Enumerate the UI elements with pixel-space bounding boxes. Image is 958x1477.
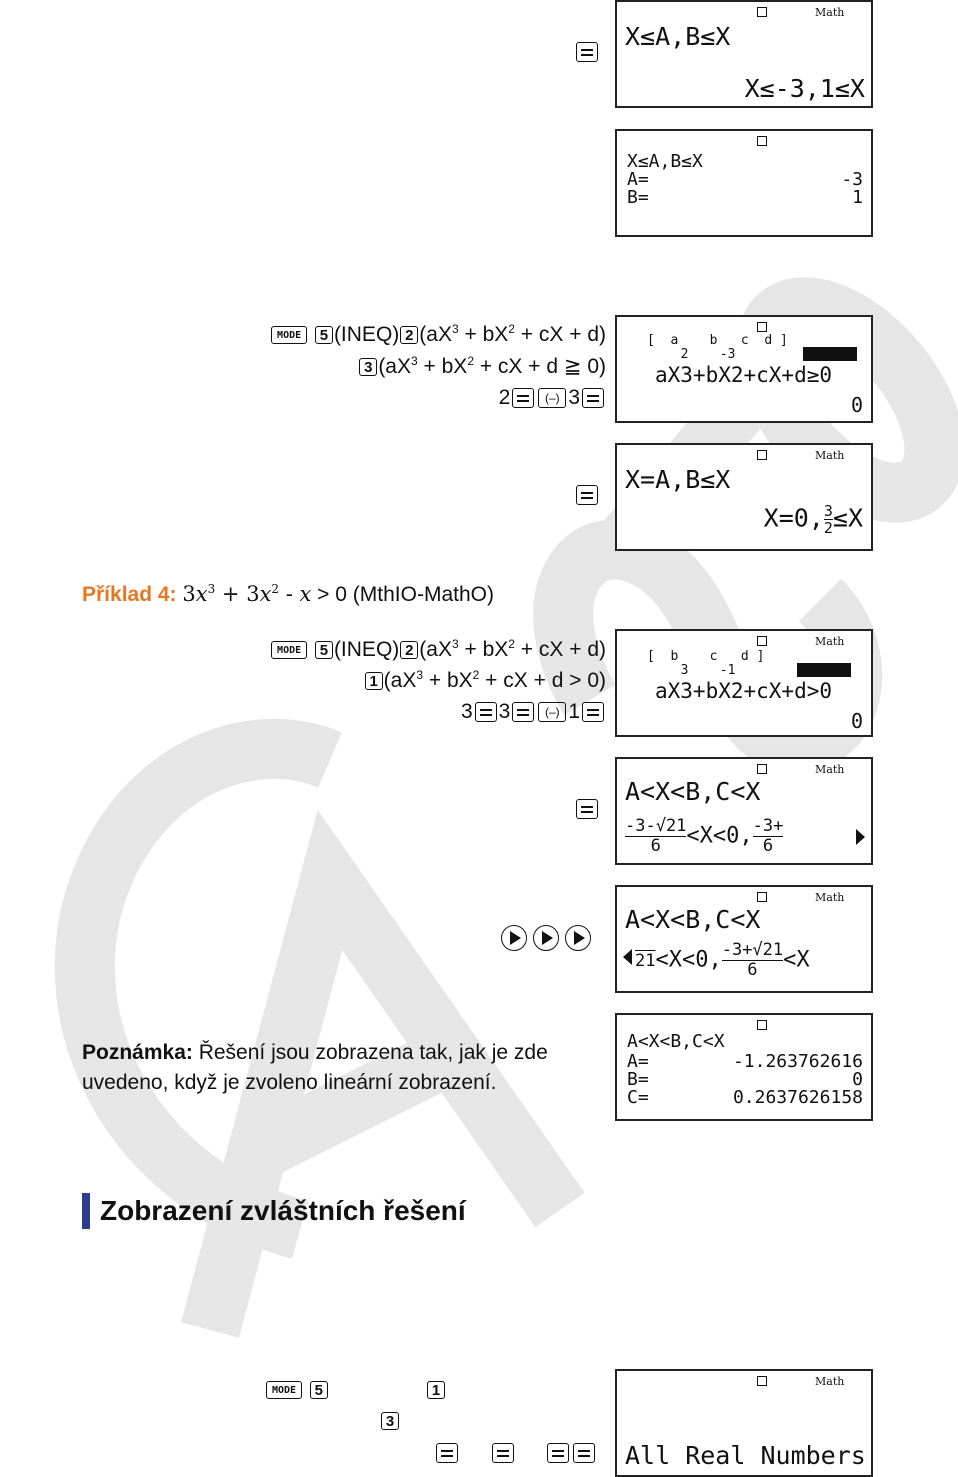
value: 0 (850, 709, 863, 733)
operation-line-5 (364, 668, 606, 693)
equals-key (475, 702, 497, 722)
operation-line-7 (265, 1378, 329, 1402)
display-line: A<X<B,C<X (627, 1031, 725, 1052)
s-indicator-icon (757, 322, 767, 332)
c-label: C= (627, 1087, 649, 1108)
a-value: -1.263762616 (732, 1051, 863, 1072)
display-result: $\frac{-3-√21}{6}$ <X<0, $\frac{-3+}{6}$ (625, 816, 784, 856)
display-line: A<X<B,C<X (625, 777, 761, 806)
equals-key (574, 799, 600, 819)
operation-line-3 (499, 386, 606, 410)
display-result: X=0, $\frac{3}{2}$ ≤X (763, 502, 863, 537)
calculator-display-1 (615, 0, 873, 108)
value: 0 (850, 393, 863, 417)
operation-line-1 (270, 322, 606, 347)
digit: 3 (498, 700, 511, 723)
b-label: B= (627, 1069, 649, 1090)
ge-label: ($aX^3 + bX^2$ + cX + d ≧ 0) (378, 354, 606, 378)
digit: 3 (568, 386, 580, 409)
example-label: Příklad 4: (82, 583, 177, 606)
right-arrow-icon (856, 829, 865, 845)
negative-key: (–) (538, 702, 566, 722)
display-result: X≤-3,1≤X (744, 74, 865, 103)
operation-line-8 (434, 1441, 597, 1465)
math-indicator: Math (815, 891, 845, 904)
math-indicator: Math (815, 635, 845, 648)
expression: aX3+bX2+cX+d≥0 (655, 363, 833, 387)
math-indicator: Math (815, 6, 845, 19)
equals-key (492, 1443, 514, 1463)
calculator-display-5 (615, 629, 873, 737)
digit: 3 (460, 700, 473, 723)
display-result: 21<X<0, $\frac{-3+√21}{6}$ <X (635, 940, 810, 980)
mode-key: MODE (271, 641, 307, 659)
calculator-display-3 (615, 315, 873, 423)
equals-key (582, 702, 604, 722)
calculator-display-2 (615, 129, 873, 237)
calculator-display-8 (615, 1013, 873, 1121)
equals-key (574, 42, 600, 62)
b-value: 0 (852, 1069, 863, 1090)
gt-label: ($aX^3 + bX^2$ + cX + d > 0) (383, 668, 606, 692)
right-key-icon (533, 925, 559, 951)
example-expression: $3x^3 + 3x^2 - x$ (182, 582, 312, 606)
operation-line-4 (270, 637, 606, 662)
operation-key-1 (426, 1378, 446, 1402)
digit: 2 (498, 386, 511, 409)
cubic-label: ($aX^3 + bX^2$ + cX + d) (419, 322, 606, 346)
coef-labels: [ a b c d ] (647, 333, 788, 348)
key-5: 5 (310, 1381, 328, 1399)
note-text: Řešení jsou zobrazena tak, jak je zde uvedeno, když je zvoleno lineární zobrazení. (82, 1041, 548, 1094)
note-paragraph (82, 1038, 612, 1098)
key-5: 5 (315, 326, 333, 344)
operation-line-2 (358, 354, 606, 379)
equals-key (573, 1443, 595, 1463)
equals-key (547, 1443, 569, 1463)
c-value: 0.2637626158 (732, 1087, 863, 1108)
note-label: Poznámka: (82, 1041, 193, 1064)
equals-key (436, 1443, 458, 1463)
equals-key (582, 388, 604, 408)
key-1: 1 (427, 1381, 445, 1399)
coef-labels: [ b c d ] (647, 649, 765, 664)
right-key-icon (501, 925, 527, 951)
s-indicator-icon (757, 1376, 767, 1386)
key-1: 1 (365, 672, 383, 690)
calculator-display-4 (615, 443, 873, 551)
s-indicator-icon (757, 1020, 767, 1030)
coef-values: 2 -3 (665, 347, 736, 362)
right-key-icon (565, 925, 591, 951)
display-line: A<X<B,C<X (625, 905, 761, 934)
key-2: 2 (400, 326, 418, 344)
ineq-label: (INEQ) (333, 323, 400, 346)
s-indicator-icon (757, 892, 767, 902)
math-indicator: Math (815, 763, 845, 776)
s-indicator-icon (757, 450, 767, 460)
cubic-label: ($aX^3 + bX^2$ + cX + d) (419, 637, 606, 661)
s-indicator-icon (757, 136, 767, 146)
calculator-display-9 (615, 1369, 873, 1477)
math-indicator: Math (815, 449, 845, 462)
calculator-display-7 (615, 885, 873, 993)
mode-key: MODE (266, 1381, 302, 1399)
key-3: 3 (359, 358, 377, 376)
display-line: X≤A,B≤X (625, 22, 731, 51)
b-label: B= (627, 187, 649, 208)
cursor-highlight (797, 663, 851, 677)
a-label: A= (627, 1051, 649, 1072)
key-5: 5 (315, 641, 333, 659)
display-line: X≤A,B≤X (627, 151, 703, 172)
a-value: -3 (841, 169, 863, 190)
expression: aX3+bX2+cX+d>0 (655, 679, 833, 703)
operation-key-3 (380, 1409, 400, 1433)
equals-key (574, 485, 600, 505)
example-4-heading: Příklad 4: $3x^3 + 3x^2 - x > 0$ (MthIO-MathO) (82, 582, 494, 606)
display-line: X=A,B≤X (625, 465, 731, 494)
ineq-label: (INEQ) (333, 638, 400, 661)
key-2: 2 (400, 641, 418, 659)
a-label: A= (627, 169, 649, 190)
display-result: All Real Numbers (625, 1441, 866, 1470)
coef-values: 3 -1 (665, 663, 736, 678)
s-indicator-icon (757, 764, 767, 774)
left-arrow-icon (623, 949, 632, 965)
calculator-display-6 (615, 757, 873, 865)
key-3: 3 (381, 1412, 399, 1430)
section-heading: Zobrazení zvláštních řešení (82, 1193, 466, 1229)
s-indicator-icon (757, 7, 767, 17)
negative-key: (–) (538, 388, 566, 408)
digit: 1 (568, 700, 580, 723)
equals-key (512, 702, 534, 722)
math-indicator: Math (815, 1375, 845, 1388)
operation-line-6 (461, 700, 606, 724)
b-value: 1 (852, 187, 863, 208)
cursor-highlight (803, 347, 857, 361)
mode-key: MODE (271, 326, 307, 344)
s-indicator-icon (757, 636, 767, 646)
right-keys (498, 925, 594, 951)
equals-key (512, 388, 534, 408)
